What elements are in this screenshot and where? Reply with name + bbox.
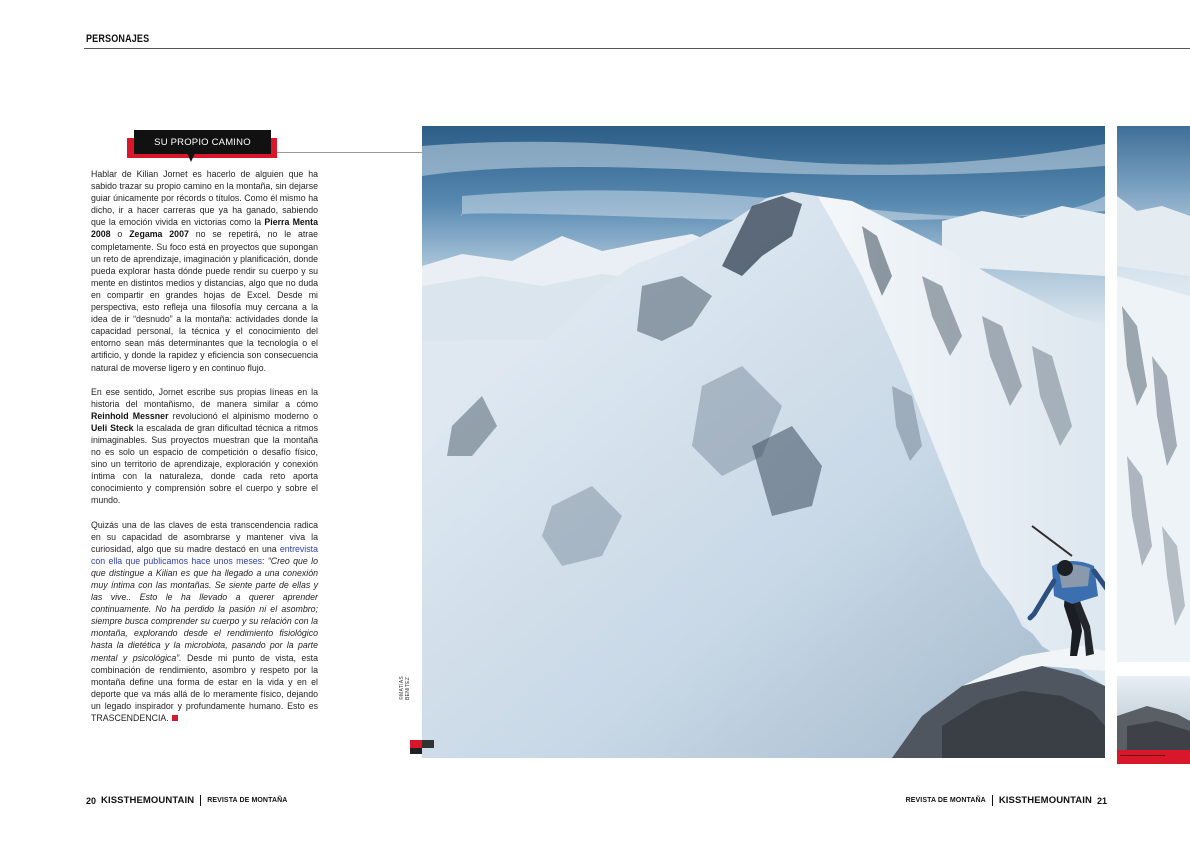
article-body — [91, 168, 318, 736]
heading-title: SU PROPIO CAMINO — [134, 130, 271, 154]
heading-tail — [187, 153, 195, 162]
photo-credit: ©MATÍAS BENITEZ — [399, 675, 411, 700]
text-run: Reinhold Messner — [91, 410, 169, 421]
interview-link[interactable]: entrevista con ella que publicamos hace unos meses — [91, 543, 318, 566]
text-run: : — [262, 555, 268, 566]
photo-strip-illustration — [1117, 126, 1190, 662]
text-run: Quizás una de las claves de esta transcendencia radica en su capacidad de asombrarse y mantener viva la curiosidad, algo que su madre destacó en una — [91, 519, 318, 554]
photo-strip — [1117, 126, 1190, 662]
text-run: “Creo que lo que distingue a Kilian es que ha llegado a una conexión muy íntima con las montañas. Se siente parte de ellas y las vive.. Esto le ha llevado a querer aprender continuamente. No ha perdido la pasión ni el asombro; siempre busca comprender su cuerpo y su relación con la montaña, explorando desde el rendimiento fisiológico hasta la dietética y la microbiota, pasando por la parte mental y psicológica”. — [91, 555, 318, 663]
end-mark-icon — [172, 715, 178, 721]
text-run: revolucionó el alpinismo moderno o — [168, 410, 318, 421]
text-run: Ueli Steck — [91, 422, 134, 433]
text-run: o — [110, 229, 130, 240]
page-number-left: 20 — [86, 795, 97, 806]
footer-separator-right — [992, 795, 993, 806]
magazine-subtitle-left: REVISTA DE MONTAÑA — [207, 797, 288, 804]
text-run: Zegama 2007 — [129, 229, 189, 240]
text-run: Desde mi punto de vista, esta combinación de rendimiento, asombro y respeto por la montaña define una forma de estar en la vida y en el deporte que va más allá de lo meramente físico, dejando un legado inspirador y profundamente humano. Esto es TRASCENDENCIA. — [91, 652, 318, 724]
text-run: la escalada de gran dificultad técnica a ritmos inimaginables. Sus proyectos muestran que la montaña no es solo un espacio de competición o desafío físico, sino un territorio de aprendizaje, exploración y conexión íntima con la naturaleza, donde cada reto aporta conocimiento y comprensión sobre el cuerpo y sobre el mundo. — [91, 422, 318, 506]
footer-right — [906, 795, 1107, 806]
brand-left: KISSTHEMOUNTAIN — [101, 795, 195, 806]
text-run: Pierra Menta 2008 — [91, 217, 318, 240]
footer-left — [86, 795, 287, 806]
credit-accent-dark — [410, 748, 422, 754]
text-run: no se repetirá, no le atrae completamente. Su foco está en proyectos que supongan un reto de aprendizaje, imaginación y planificación, donde pueda explorar hasta dónde puede rendir su cuerpo y su mente en distintos medios y distancias, algo que no duda en compartir en grandes hojas de Excel. Desde mi perspectiva, esto refleja una filosofía muy cercana a la idea de ir “desnudo” a la montaña: actividades donde la capacidad personal, la técnica y el conocimiento del entorno sean más determinantes que la tecnología o el artificio, y donde la rapidez y eficiencia son consecuencia natural de moverse ligero y en continuo flujo. — [91, 229, 319, 373]
accent-red-bar — [1117, 750, 1190, 764]
page-number-right: 21 — [1096, 795, 1107, 806]
footer-separator-left — [200, 795, 201, 806]
mountain-photo — [422, 126, 1105, 758]
paragraph-1 — [91, 168, 318, 374]
credit-accent-dark-2 — [422, 740, 434, 748]
photo-strip-lower-illustration — [1117, 676, 1190, 750]
text-run: Hablar de Kilian Jornet es hacerlo de alguien que ha sabido trazar su propio camino en la montaña, sin dejarse guiar únicamente por récords o títulos. Como él mismo ha dicho, ir a hacer carreras que ya ha ganado, sabiendo que la emoción vivida en victorias como la — [91, 169, 318, 228]
section-label: PERSONAJES — [86, 33, 150, 45]
accent-red-line — [1120, 755, 1165, 756]
header-rule — [84, 48, 1190, 49]
section-heading — [127, 130, 337, 170]
brand-right: KISSTHEMOUNTAIN — [998, 795, 1092, 806]
photo-strip-lower — [1117, 676, 1190, 750]
text-run: En ese sentido, Jornet escribe sus propias líneas en la historia del montañismo, de manera similar a cómo — [91, 386, 318, 409]
mountain-photo-illustration — [422, 126, 1105, 758]
paragraph-3 — [91, 519, 318, 725]
credit-accent-red — [410, 740, 422, 748]
paragraph-2 — [91, 386, 318, 507]
magazine-subtitle-right: REVISTA DE MONTAÑA — [905, 797, 986, 804]
